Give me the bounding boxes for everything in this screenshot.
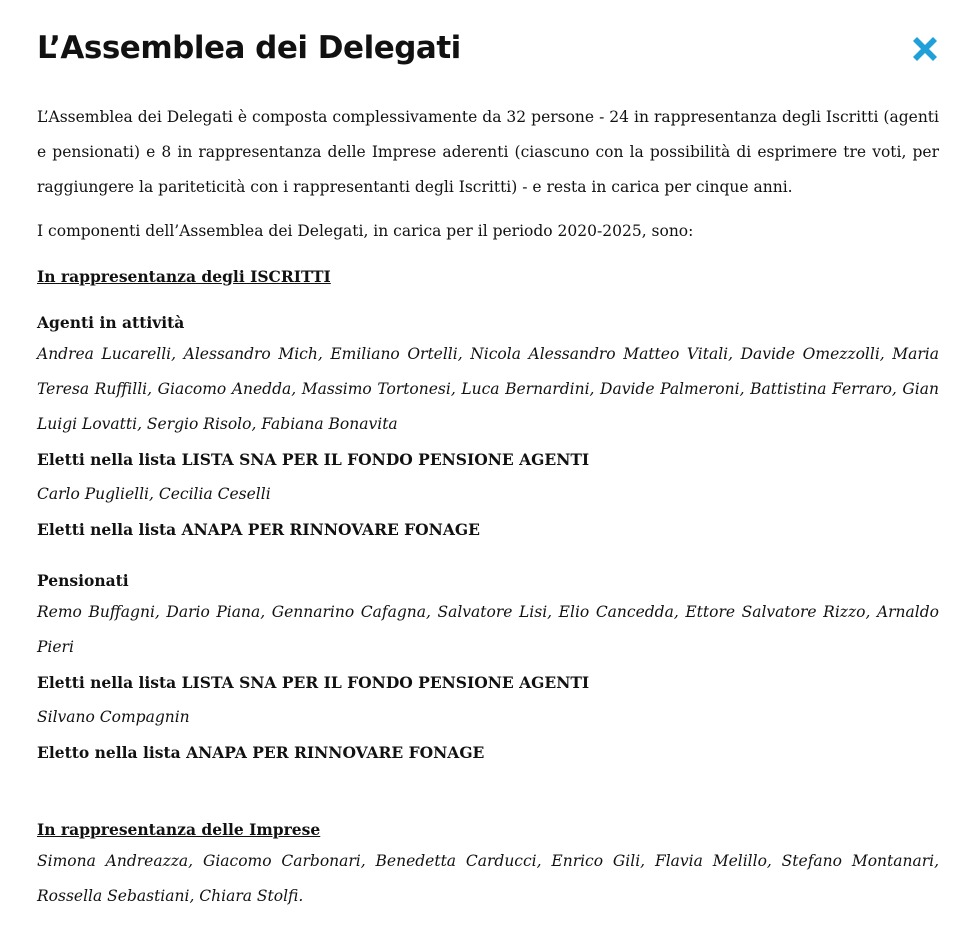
- close-icon: [910, 34, 940, 64]
- modal-title: L’Assemblea dei Delegati: [37, 30, 461, 66]
- group-heading-pensionati: Pensionati: [37, 571, 129, 590]
- agenti-anapa-list-heading: Eletti nella lista ANAPA PER RINNOVARE FONAGE: [37, 520, 480, 539]
- imprese-names: Simona Andreazza, Giacomo Carbonari, Benedetta Carducci, Enrico Gili, Flavia Melillo, Stefano Montanari, Rossella Sebastiani, Chiara Stolfi.: [37, 852, 939, 905]
- pensionati-sna-list-heading: Eletti nella lista LISTA SNA PER IL FONDO PENSIONE AGENTI: [37, 673, 590, 692]
- agenti-names: Andrea Lucarelli, Alessandro Mich, Emiliano Ortelli, Nicola Alessandro Matteo Vitali, Davide Omezzolli, Maria Teresa Ruffilli, Giacomo Anedda, Massimo Tortonesi, Luca Bernardini, Davide Palmeroni, Battistina Ferraro, Gian Luigi Lovatti, Sergio Risolo, Fabiana Bonavita: [37, 345, 939, 433]
- pensionati-anapa-list-heading: Eletto nella lista ANAPA PER RINNOVARE FONAGE: [37, 743, 485, 762]
- group-heading-agenti: Agenti in attività: [37, 313, 185, 332]
- close-button[interactable]: [910, 34, 940, 64]
- agenti-sna-list-heading: Eletti nella lista LISTA SNA PER IL FONDO PENSIONE AGENTI: [37, 450, 590, 469]
- pensionati-names: Remo Buffagni, Dario Piana, Gennarino Cafagna, Salvatore Lisi, Elio Cancedda, Ettore Salvatore Rizzo, Arnaldo Pieri: [37, 603, 939, 656]
- period-paragraph: I componenti dell’Assemblea dei Delegati, in carica per il periodo 2020-2025, sono:: [37, 222, 694, 240]
- section-heading-imprese: In rappresentanza delle Imprese: [37, 820, 321, 839]
- agenti-sna-names: Carlo Puglielli, Cecilia Ceselli: [37, 485, 271, 503]
- modal-content: [37, 100, 939, 914]
- pensionati-sna-names: Silvano Compagnin: [37, 708, 190, 726]
- section-heading-iscritti: In rappresentanza degli ISCRITTI: [37, 267, 331, 286]
- intro-paragraph: L’Assemblea dei Delegati è composta complessivamente da 32 persone - 24 in rappresentanza degli Iscritti (agenti e pensionati) e 8 in rappresentanza delle Imprese aderenti (ciascuno con la possibilità di esprimere tre voti, per raggiungere la pariteticità con i rappresentanti degli Iscritti) - e resta in carica per cinque anni.: [37, 108, 939, 196]
